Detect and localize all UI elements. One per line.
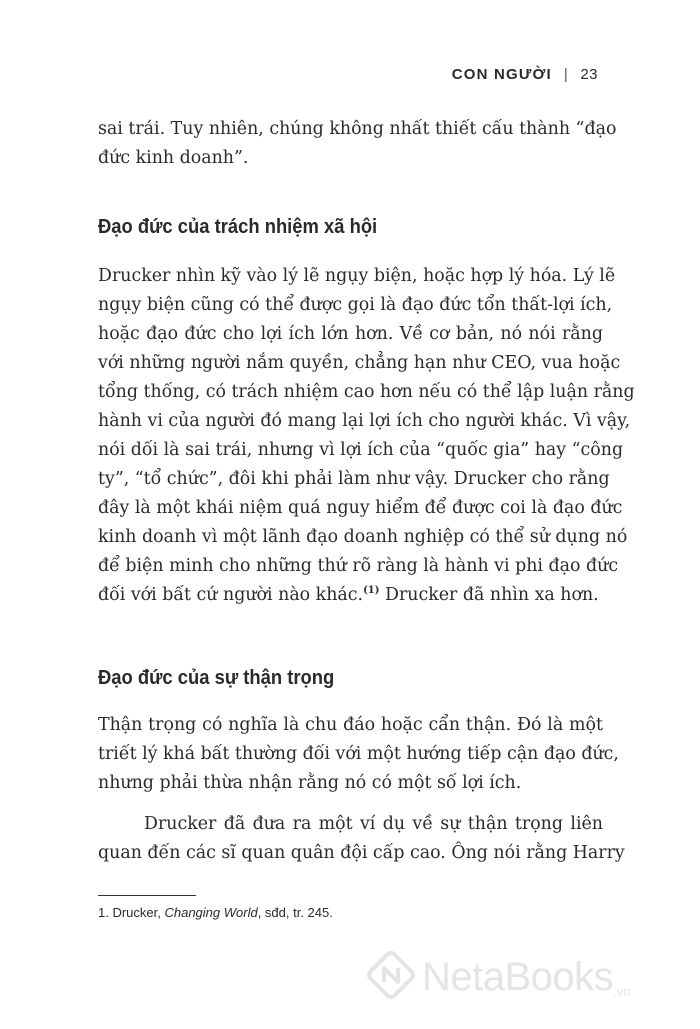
paragraph-social-responsibility xyxy=(98,262,635,610)
text-line: nói dối là sai trái, nhưng vì lợi ích của “quốc gia” hay “công xyxy=(98,440,624,460)
watermark-brand: NetaBooks xyxy=(422,955,614,999)
text-fragment: đối với bất cứ người nào khác. xyxy=(98,585,364,605)
text-line: sai trái. Tuy nhiên, chúng không nhất thiết cấu thành “đạo xyxy=(98,119,617,139)
footnote-prefix: 1. Drucker, xyxy=(98,905,165,920)
text-line: hành vi của người đó mang lại lợi ích cho người khác. Vì vậy, xyxy=(98,411,631,431)
text-line: nhưng phải thừa nhận rằng nó có một số lợi ích. xyxy=(98,773,522,793)
section-heading-prudence: Đạo đức của sự thận trọng xyxy=(98,667,335,689)
header-separator: | xyxy=(563,66,569,83)
section-heading-social-responsibility: Đạo đức của trách nhiệm xã hội xyxy=(98,216,378,238)
text-line: Thận trọng có nghĩa là chu đáo hoặc cẩn thận. Đó là một xyxy=(98,715,603,735)
footnote-reference: (1) xyxy=(363,585,380,596)
footnote-divider xyxy=(98,895,196,896)
paragraph-prudence xyxy=(98,711,619,798)
text-line: quan đến các sĩ quan quân đội cấp cao. Ông nói rằng Harry xyxy=(98,843,625,863)
text-line: triết lý khá bất thường đối với một hướng tiếp cận đạo đức, xyxy=(98,744,619,764)
page-number: 23 xyxy=(580,66,598,83)
running-header xyxy=(452,66,598,83)
text-fragment: Drucker đã nhìn xa hơn. xyxy=(379,585,599,605)
text-line: kinh doanh vì một lãnh đạo doanh nghiệp có thể sử dụng nó xyxy=(98,527,628,547)
paragraph-prudence-example xyxy=(98,810,625,868)
text-line: Drucker nhìn kỹ vào lý lẽ ngụy biện, hoặc hợp lý hóa. Lý lẽ xyxy=(98,266,616,286)
text-line: với những người nắm quyền, chẳng hạn như CEO, vua hoặc xyxy=(98,353,621,373)
footnote xyxy=(98,905,333,920)
text-line: tổng thống, có trách nhiệm cao hơn nếu có thể lập luận rằng xyxy=(98,382,635,402)
text-line xyxy=(98,581,603,610)
netabooks-logo-icon xyxy=(366,950,416,1005)
text-line: Drucker đã đưa ra một ví dụ về sự thận trọng liên xyxy=(144,814,603,834)
watermark xyxy=(366,950,631,1005)
paragraph-intro xyxy=(98,115,617,173)
text-line: đây là một khái niệm quá nguy hiểm để được coi là đạo đức xyxy=(98,498,623,518)
text-line: đức kinh doanh”. xyxy=(98,148,249,168)
text-line: ngụy biện cũng có thể được gọi là đạo đức tổn thất-lợi ích, xyxy=(98,295,613,315)
footnote-suffix: , sđd, tr. 245. xyxy=(257,905,333,920)
chapter-title: CON NGƯỜI xyxy=(451,66,552,83)
footnote-book-title: Changing World xyxy=(164,905,258,920)
watermark-suffix: .vn xyxy=(613,984,631,999)
text-line: hoặc đạo đức cho lợi ích lớn hơn. Về cơ bản, nó nói rằng xyxy=(98,324,603,344)
text-line: ty”, “tổ chức”, đôi khi phải làm như vậy. Drucker cho rằng xyxy=(98,469,610,489)
text-line: để biện minh cho những thứ rõ ràng là hành vi phi đạo đức xyxy=(98,556,619,576)
